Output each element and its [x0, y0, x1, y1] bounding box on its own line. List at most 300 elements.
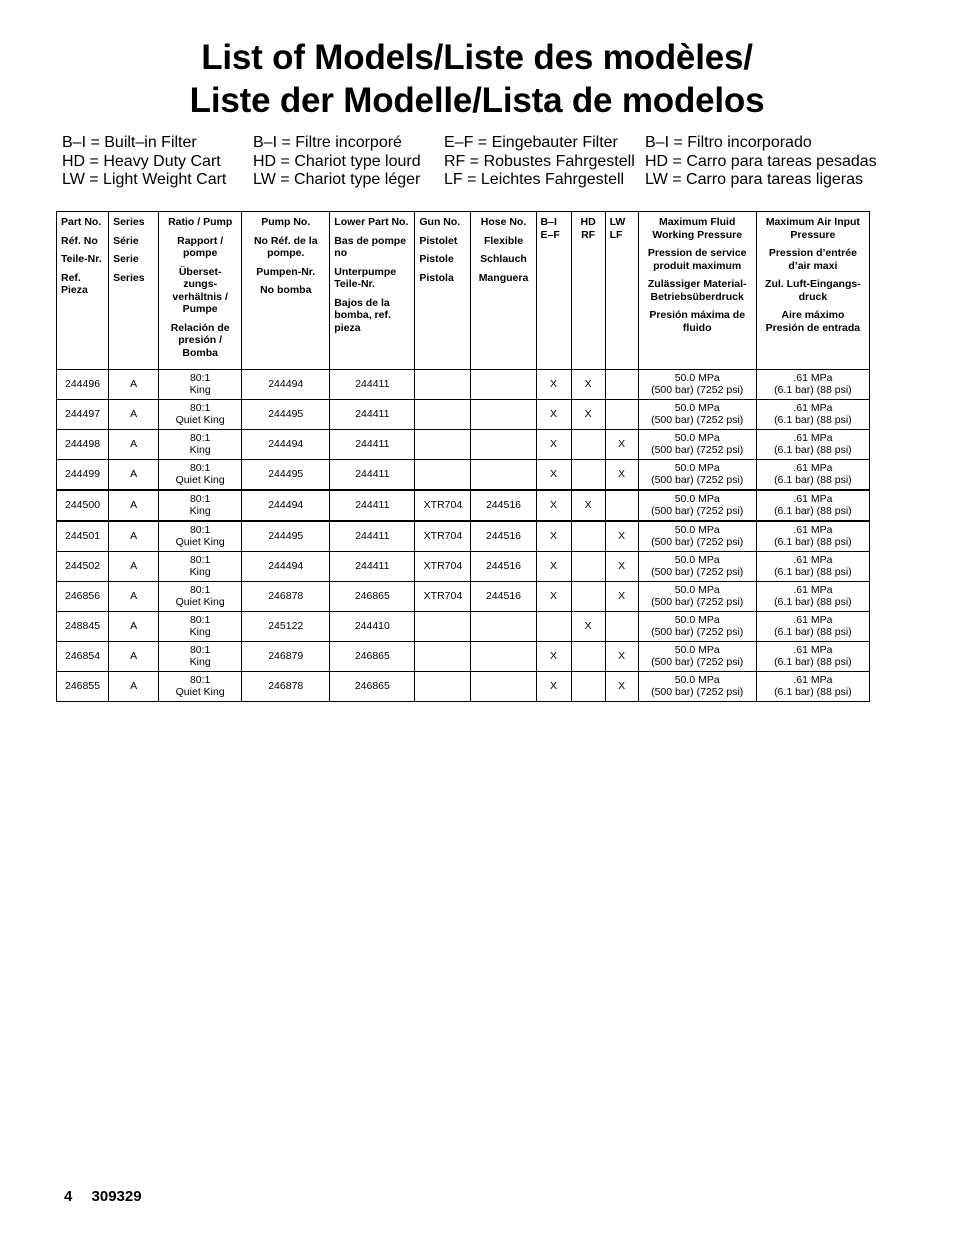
table-row: [57, 521, 870, 552]
cell-text: 80:1: [189, 493, 211, 505]
cell-pump-no: [242, 490, 330, 521]
cell-lower-part-no: [330, 582, 415, 612]
table-row: [57, 612, 870, 642]
cell-max-air-pressure: [756, 460, 869, 491]
cell-gun-no: [415, 672, 471, 702]
cell-text: (6.1 bar) (88 psi): [774, 595, 852, 608]
cell-max-air-pressure: [756, 552, 869, 582]
cell-hose-no: [471, 430, 536, 460]
header-text: Unterpumpe Teile-Nr.: [334, 265, 397, 290]
cell-text: 246856: [65, 589, 101, 602]
cell-max-fluid-pressure: [638, 552, 756, 582]
cell-text: X: [550, 529, 558, 542]
cell-text: .61 MPa: [793, 614, 833, 626]
cell-max-air-pressure: [756, 672, 869, 702]
column-header-hd-rf: [571, 212, 605, 370]
cell-text: 50.0 MPa: [674, 644, 720, 656]
header-text: Series: [113, 216, 145, 228]
cell-text: (500 bar) (7252 psi): [651, 413, 744, 426]
cell-text: X: [550, 589, 558, 602]
cell-series: [109, 552, 159, 582]
cell-text: 245122: [268, 619, 304, 632]
cell-text: 244411: [355, 377, 390, 390]
cell-series: [109, 460, 159, 491]
cell-bi-ef: [536, 460, 571, 491]
page-footer: [64, 1188, 142, 1205]
page-number: 4: [64, 1188, 73, 1205]
cell-series: [109, 370, 159, 400]
cell-text: 50.0 MPa: [674, 524, 720, 536]
cell-lower-part-no: [330, 672, 415, 702]
cell-text: 244499: [65, 467, 101, 480]
cell-text: 246878: [268, 589, 304, 602]
cell-text: 244411: [355, 437, 390, 450]
legend-english: [62, 134, 226, 190]
cell-text: 80:1: [189, 674, 211, 686]
header-text: Maximum Fluid Working Pressure: [652, 216, 743, 241]
cell-text: (6.1 bar) (88 psi): [774, 413, 852, 426]
header-text: Flexible: [483, 234, 524, 247]
cell-series: [109, 582, 159, 612]
header-text: Relación de presión / Bomba: [170, 321, 230, 359]
header-text: Schlauch: [480, 253, 527, 265]
cell-lower-part-no: [330, 552, 415, 582]
header-text: Bajos de la bomba, ref. pieza: [334, 296, 391, 334]
cell-text: A: [130, 649, 138, 662]
legend-item: LW = Light Weight Cart: [62, 171, 227, 188]
cell-text: A: [130, 498, 138, 511]
cell-text: 80:1: [189, 584, 211, 596]
legend-item: HD = Heavy Duty Cart: [62, 152, 221, 170]
header-text: Pistole: [419, 253, 454, 265]
table-row: [57, 400, 870, 430]
cell-hd-rf: [571, 490, 605, 521]
legend-item: HD = Carro para tareas pesadas: [645, 152, 877, 170]
cell-text: 244497: [65, 407, 101, 420]
header-text: Pump No.: [261, 216, 311, 228]
cell-max-air-pressure: [756, 490, 869, 521]
cell-text: (6.1 bar) (88 psi): [774, 383, 852, 396]
header-text: Rapport / pompe: [177, 234, 224, 259]
cell-text: 244500: [65, 498, 101, 511]
table-row: [57, 582, 870, 612]
cell-lower-part-no: [330, 400, 415, 430]
cell-text: X: [550, 407, 558, 420]
legend-item: E–F = Eingebauter Filter: [444, 134, 618, 151]
column-header-hose-no: [471, 212, 536, 370]
cell-lw-lf: [605, 370, 638, 400]
cell-gun-no: [415, 460, 471, 491]
cell-part-no: [57, 490, 109, 521]
cell-text: (500 bar) (7252 psi): [651, 383, 744, 396]
cell-hd-rf: [571, 430, 605, 460]
cell-text: .61 MPa: [793, 584, 833, 596]
cell-part-no: [57, 400, 109, 430]
cell-max-air-pressure: [756, 612, 869, 642]
cell-text: King: [189, 625, 211, 638]
cell-text: X: [550, 649, 558, 662]
cell-series: [109, 612, 159, 642]
cell-max-fluid-pressure: [638, 672, 756, 702]
cell-text: (500 bar) (7252 psi): [651, 625, 744, 638]
legend-item: LW = Carro para tareas ligeras: [645, 171, 864, 188]
legend-item: B–I = Built–in Filter: [62, 134, 197, 151]
header-text: Lower Part No.: [334, 216, 409, 228]
cell-text: King: [189, 443, 211, 456]
cell-text: X: [618, 679, 626, 692]
document-number: 309329: [91, 1188, 142, 1205]
cell-text: .61 MPa: [793, 432, 833, 444]
column-header-ratio-pump: [159, 212, 242, 370]
cell-text: 80:1: [189, 372, 211, 384]
header-text: Zulässiger Material-Betriebsüberdruck: [647, 278, 747, 303]
cell-hose-no: [471, 672, 536, 702]
cell-text: (500 bar) (7252 psi): [651, 473, 744, 486]
cell-bi-ef: [536, 400, 571, 430]
cell-bi-ef: [536, 370, 571, 400]
header-text: Ref. Pieza: [61, 271, 88, 296]
cell-series: [109, 430, 159, 460]
cell-text: X: [584, 377, 592, 390]
cell-max-fluid-pressure: [638, 642, 756, 672]
cell-text: (6.1 bar) (88 psi): [774, 655, 852, 668]
cell-text: King: [189, 383, 211, 396]
cell-text: 244498: [65, 437, 101, 450]
cell-max-fluid-pressure: [638, 521, 756, 552]
header-text: Pistolet: [419, 234, 458, 247]
cell-text: 80:1: [189, 402, 211, 414]
cell-text: 244502: [65, 559, 101, 572]
cell-bi-ef: [536, 672, 571, 702]
cell-text: (500 bar) (7252 psi): [651, 595, 744, 608]
cell-part-no: [57, 552, 109, 582]
legend-french: [253, 134, 421, 190]
cell-hose-no: [471, 400, 536, 430]
cell-text: A: [130, 407, 138, 420]
legend-item: HD = Chariot type lourd: [253, 152, 421, 170]
cell-text: .61 MPa: [793, 524, 833, 536]
cell-lw-lf: [605, 672, 638, 702]
column-header-part-no: [57, 212, 109, 370]
cell-text: 50.0 MPa: [674, 372, 720, 384]
cell-text: 244495: [268, 407, 304, 420]
cell-text: X: [550, 559, 558, 572]
cell-ratio-pump: [159, 521, 242, 552]
cell-lower-part-no: [330, 460, 415, 491]
cell-hose-no: [471, 521, 536, 552]
cell-ratio-pump: [159, 612, 242, 642]
page-title: [0, 36, 954, 122]
cell-gun-no: [415, 582, 471, 612]
header-text: E–F: [540, 228, 560, 241]
cell-max-fluid-pressure: [638, 490, 756, 521]
cell-hose-no: [471, 582, 536, 612]
cell-gun-no: [415, 612, 471, 642]
cell-text: X: [550, 498, 558, 511]
cell-text: (500 bar) (7252 psi): [651, 565, 744, 578]
legend-item: LW = Chariot type léger: [253, 171, 421, 188]
header-text: Réf. No: [61, 234, 98, 247]
cell-pump-no: [242, 672, 330, 702]
header-text: RF: [581, 228, 596, 241]
cell-part-no: [57, 521, 109, 552]
cell-text: 244494: [268, 498, 304, 511]
cell-part-no: [57, 672, 109, 702]
header-text: Zul. Luft-Eingangs-druck: [765, 278, 861, 303]
cell-max-air-pressure: [756, 400, 869, 430]
cell-pump-no: [242, 612, 330, 642]
cell-text: 244410: [354, 619, 390, 632]
cell-text: XTR704: [423, 498, 463, 511]
cell-bi-ef: [536, 642, 571, 672]
cell-pump-no: [242, 642, 330, 672]
cell-gun-no: [415, 490, 471, 521]
cell-text: (500 bar) (7252 psi): [651, 685, 744, 698]
cell-part-no: [57, 582, 109, 612]
cell-text: A: [130, 437, 138, 450]
cell-lw-lf: [605, 521, 638, 552]
cell-series: [109, 672, 159, 702]
cell-series: [109, 642, 159, 672]
cell-ratio-pump: [159, 672, 242, 702]
cell-ratio-pump: [159, 400, 242, 430]
cell-lower-part-no: [330, 642, 415, 672]
table-row: [57, 642, 870, 672]
cell-text: 80:1: [189, 554, 211, 566]
column-header-lw-lf: [605, 212, 638, 370]
cell-series: [109, 400, 159, 430]
cell-text: Quiet King: [175, 413, 225, 426]
cell-max-fluid-pressure: [638, 430, 756, 460]
header-text: Pistola: [419, 271, 454, 284]
cell-max-fluid-pressure: [638, 460, 756, 491]
cell-lw-lf: [605, 582, 638, 612]
cell-pump-no: [242, 430, 330, 460]
column-header-max-air-pressure: [756, 212, 869, 370]
cell-text: 244411: [355, 467, 390, 480]
cell-hd-rf: [571, 612, 605, 642]
cell-text: 244411: [355, 407, 390, 420]
cell-text: Quiet King: [175, 595, 225, 608]
legend-item: LF = Leichtes Fahrgestell: [444, 171, 625, 188]
cell-lw-lf: [605, 642, 638, 672]
cell-text: X: [584, 407, 592, 420]
cell-hose-no: [471, 642, 536, 672]
cell-gun-no: [415, 521, 471, 552]
cell-text: King: [189, 565, 211, 578]
cell-series: [109, 490, 159, 521]
cell-text: 244516: [485, 498, 522, 511]
header-text: Überset-zungs-verhältnis / Pumpe: [172, 265, 228, 315]
cell-text: 246865: [354, 649, 390, 662]
cell-hose-no: [471, 612, 536, 642]
cell-hose-no: [471, 370, 536, 400]
cell-text: (6.1 bar) (88 psi): [774, 625, 852, 638]
cell-text: Quiet King: [175, 473, 225, 486]
cell-gun-no: [415, 642, 471, 672]
cell-text: 80:1: [189, 432, 211, 444]
cell-pump-no: [242, 370, 330, 400]
table-row: [57, 552, 870, 582]
cell-text: King: [189, 504, 211, 517]
cell-text: X: [584, 498, 592, 511]
header-text: Teile-Nr.: [61, 253, 102, 265]
cell-text: 244501: [65, 529, 101, 542]
cell-text: A: [130, 377, 138, 390]
cell-text: .61 MPa: [793, 402, 833, 414]
cell-pump-no: [242, 582, 330, 612]
cell-ratio-pump: [159, 430, 242, 460]
cell-lw-lf: [605, 552, 638, 582]
cell-max-air-pressure: [756, 521, 869, 552]
column-header-bi-ef: [536, 212, 571, 370]
header-text: Presión máxima de fluido: [649, 309, 746, 334]
cell-ratio-pump: [159, 460, 242, 491]
cell-text: A: [130, 467, 138, 480]
legend-spanish: [645, 134, 877, 190]
cell-text: X: [618, 437, 626, 450]
cell-text: .61 MPa: [793, 644, 833, 656]
cell-text: A: [130, 619, 138, 632]
cell-text: 244516: [485, 529, 522, 542]
cell-text: 80:1: [189, 644, 211, 656]
cell-text: X: [618, 559, 626, 572]
cell-text: 50.0 MPa: [674, 493, 720, 505]
cell-hd-rf: [571, 370, 605, 400]
cell-part-no: [57, 612, 109, 642]
cell-text: 244494: [268, 437, 304, 450]
cell-text: 80:1: [189, 462, 211, 474]
cell-hd-rf: [571, 672, 605, 702]
cell-max-air-pressure: [756, 582, 869, 612]
cell-pump-no: [242, 521, 330, 552]
header-text: No bomba: [260, 284, 312, 296]
cell-max-air-pressure: [756, 430, 869, 460]
column-header-pump-no: [242, 212, 330, 370]
cell-hd-rf: [571, 400, 605, 430]
header-text: Pumpen-Nr.: [256, 265, 316, 278]
cell-pump-no: [242, 552, 330, 582]
cell-part-no: [57, 370, 109, 400]
cell-part-no: [57, 642, 109, 672]
models-table: [56, 211, 870, 702]
cell-text: XTR704: [423, 529, 463, 542]
cell-text: 246854: [65, 649, 101, 662]
header-text: Série: [113, 234, 139, 247]
title-line-2: Liste der Modelle/Lista de modelos: [189, 81, 765, 120]
cell-text: (6.1 bar) (88 psi): [774, 473, 852, 486]
cell-text: (500 bar) (7252 psi): [651, 443, 744, 456]
cell-text: 244411: [355, 498, 390, 511]
cell-text: .61 MPa: [793, 462, 833, 474]
cell-text: 248845: [65, 619, 101, 632]
cell-lower-part-no: [330, 370, 415, 400]
cell-text: (6.1 bar) (88 psi): [774, 443, 852, 456]
table-row: [57, 672, 870, 702]
header-text: Maximum Air Input Pressure: [765, 216, 860, 241]
legend-item: B–I = Filtro incorporado: [645, 134, 812, 151]
cell-text: X: [550, 679, 558, 692]
cell-hd-rf: [571, 460, 605, 491]
cell-text: (6.1 bar) (88 psi): [774, 685, 852, 698]
cell-hose-no: [471, 490, 536, 521]
cell-max-fluid-pressure: [638, 612, 756, 642]
cell-text: 50.0 MPa: [674, 432, 720, 444]
cell-hd-rf: [571, 521, 605, 552]
cell-bi-ef: [536, 582, 571, 612]
cell-text: A: [130, 679, 138, 692]
column-header-gun-no: [415, 212, 471, 370]
cell-text: Quiet King: [175, 685, 225, 698]
header-text: Bas de pompe no: [334, 234, 407, 259]
cell-bi-ef: [536, 430, 571, 460]
header-text: LF: [609, 228, 623, 241]
cell-ratio-pump: [159, 642, 242, 672]
cell-text: 246879: [268, 649, 304, 662]
cell-text: (500 bar) (7252 psi): [651, 535, 744, 548]
cell-text: .61 MPa: [793, 493, 833, 505]
header-text: Serie: [113, 253, 139, 265]
cell-text: X: [550, 377, 558, 390]
legend-item: B–I = Filtre incorporé: [253, 134, 402, 151]
legend-german: [444, 134, 635, 190]
header-text: B–I: [540, 216, 557, 228]
cell-text: X: [618, 649, 626, 662]
cell-text: (500 bar) (7252 psi): [651, 655, 744, 668]
table-row: [57, 490, 870, 521]
header-text: Part No.: [61, 216, 102, 228]
header-text: Series: [113, 271, 145, 284]
cell-max-fluid-pressure: [638, 400, 756, 430]
cell-pump-no: [242, 400, 330, 430]
cell-text: 244496: [65, 377, 101, 390]
column-header-series: [109, 212, 159, 370]
cell-hd-rf: [571, 582, 605, 612]
cell-hd-rf: [571, 552, 605, 582]
header-text: Aire máximo Presión de entrada: [765, 309, 861, 334]
cell-text: 244494: [268, 377, 304, 390]
cell-text: X: [550, 467, 558, 480]
cell-gun-no: [415, 552, 471, 582]
header-text: No Réf. de la pompe.: [253, 234, 318, 259]
cell-text: X: [618, 467, 626, 480]
header-text: Pression de service produit maximum: [647, 247, 747, 272]
cell-text: (500 bar) (7252 psi): [651, 504, 744, 517]
cell-max-air-pressure: [756, 370, 869, 400]
cell-lower-part-no: [330, 430, 415, 460]
cell-ratio-pump: [159, 582, 242, 612]
cell-text: (6.1 bar) (88 psi): [774, 535, 852, 548]
cell-text: (6.1 bar) (88 psi): [774, 504, 852, 517]
cell-bi-ef: [536, 552, 571, 582]
cell-part-no: [57, 460, 109, 491]
cell-hd-rf: [571, 642, 605, 672]
cell-text: 50.0 MPa: [674, 674, 720, 686]
cell-hose-no: [471, 460, 536, 491]
cell-text: X: [618, 589, 626, 602]
title-line-1: List of Models/Liste des modèles/: [201, 38, 753, 77]
cell-lower-part-no: [330, 612, 415, 642]
cell-text: XTR704: [423, 559, 463, 572]
legend-item: RF = Robustes Fahrgestell: [444, 152, 635, 170]
cell-text: 246865: [354, 589, 390, 602]
cell-lw-lf: [605, 400, 638, 430]
column-header-max-fluid-pressure: [638, 212, 756, 370]
cell-text: Quiet King: [175, 535, 225, 548]
cell-pump-no: [242, 460, 330, 491]
header-text: Pression d’entrée d’air maxi: [768, 247, 857, 272]
cell-bi-ef: [536, 521, 571, 552]
